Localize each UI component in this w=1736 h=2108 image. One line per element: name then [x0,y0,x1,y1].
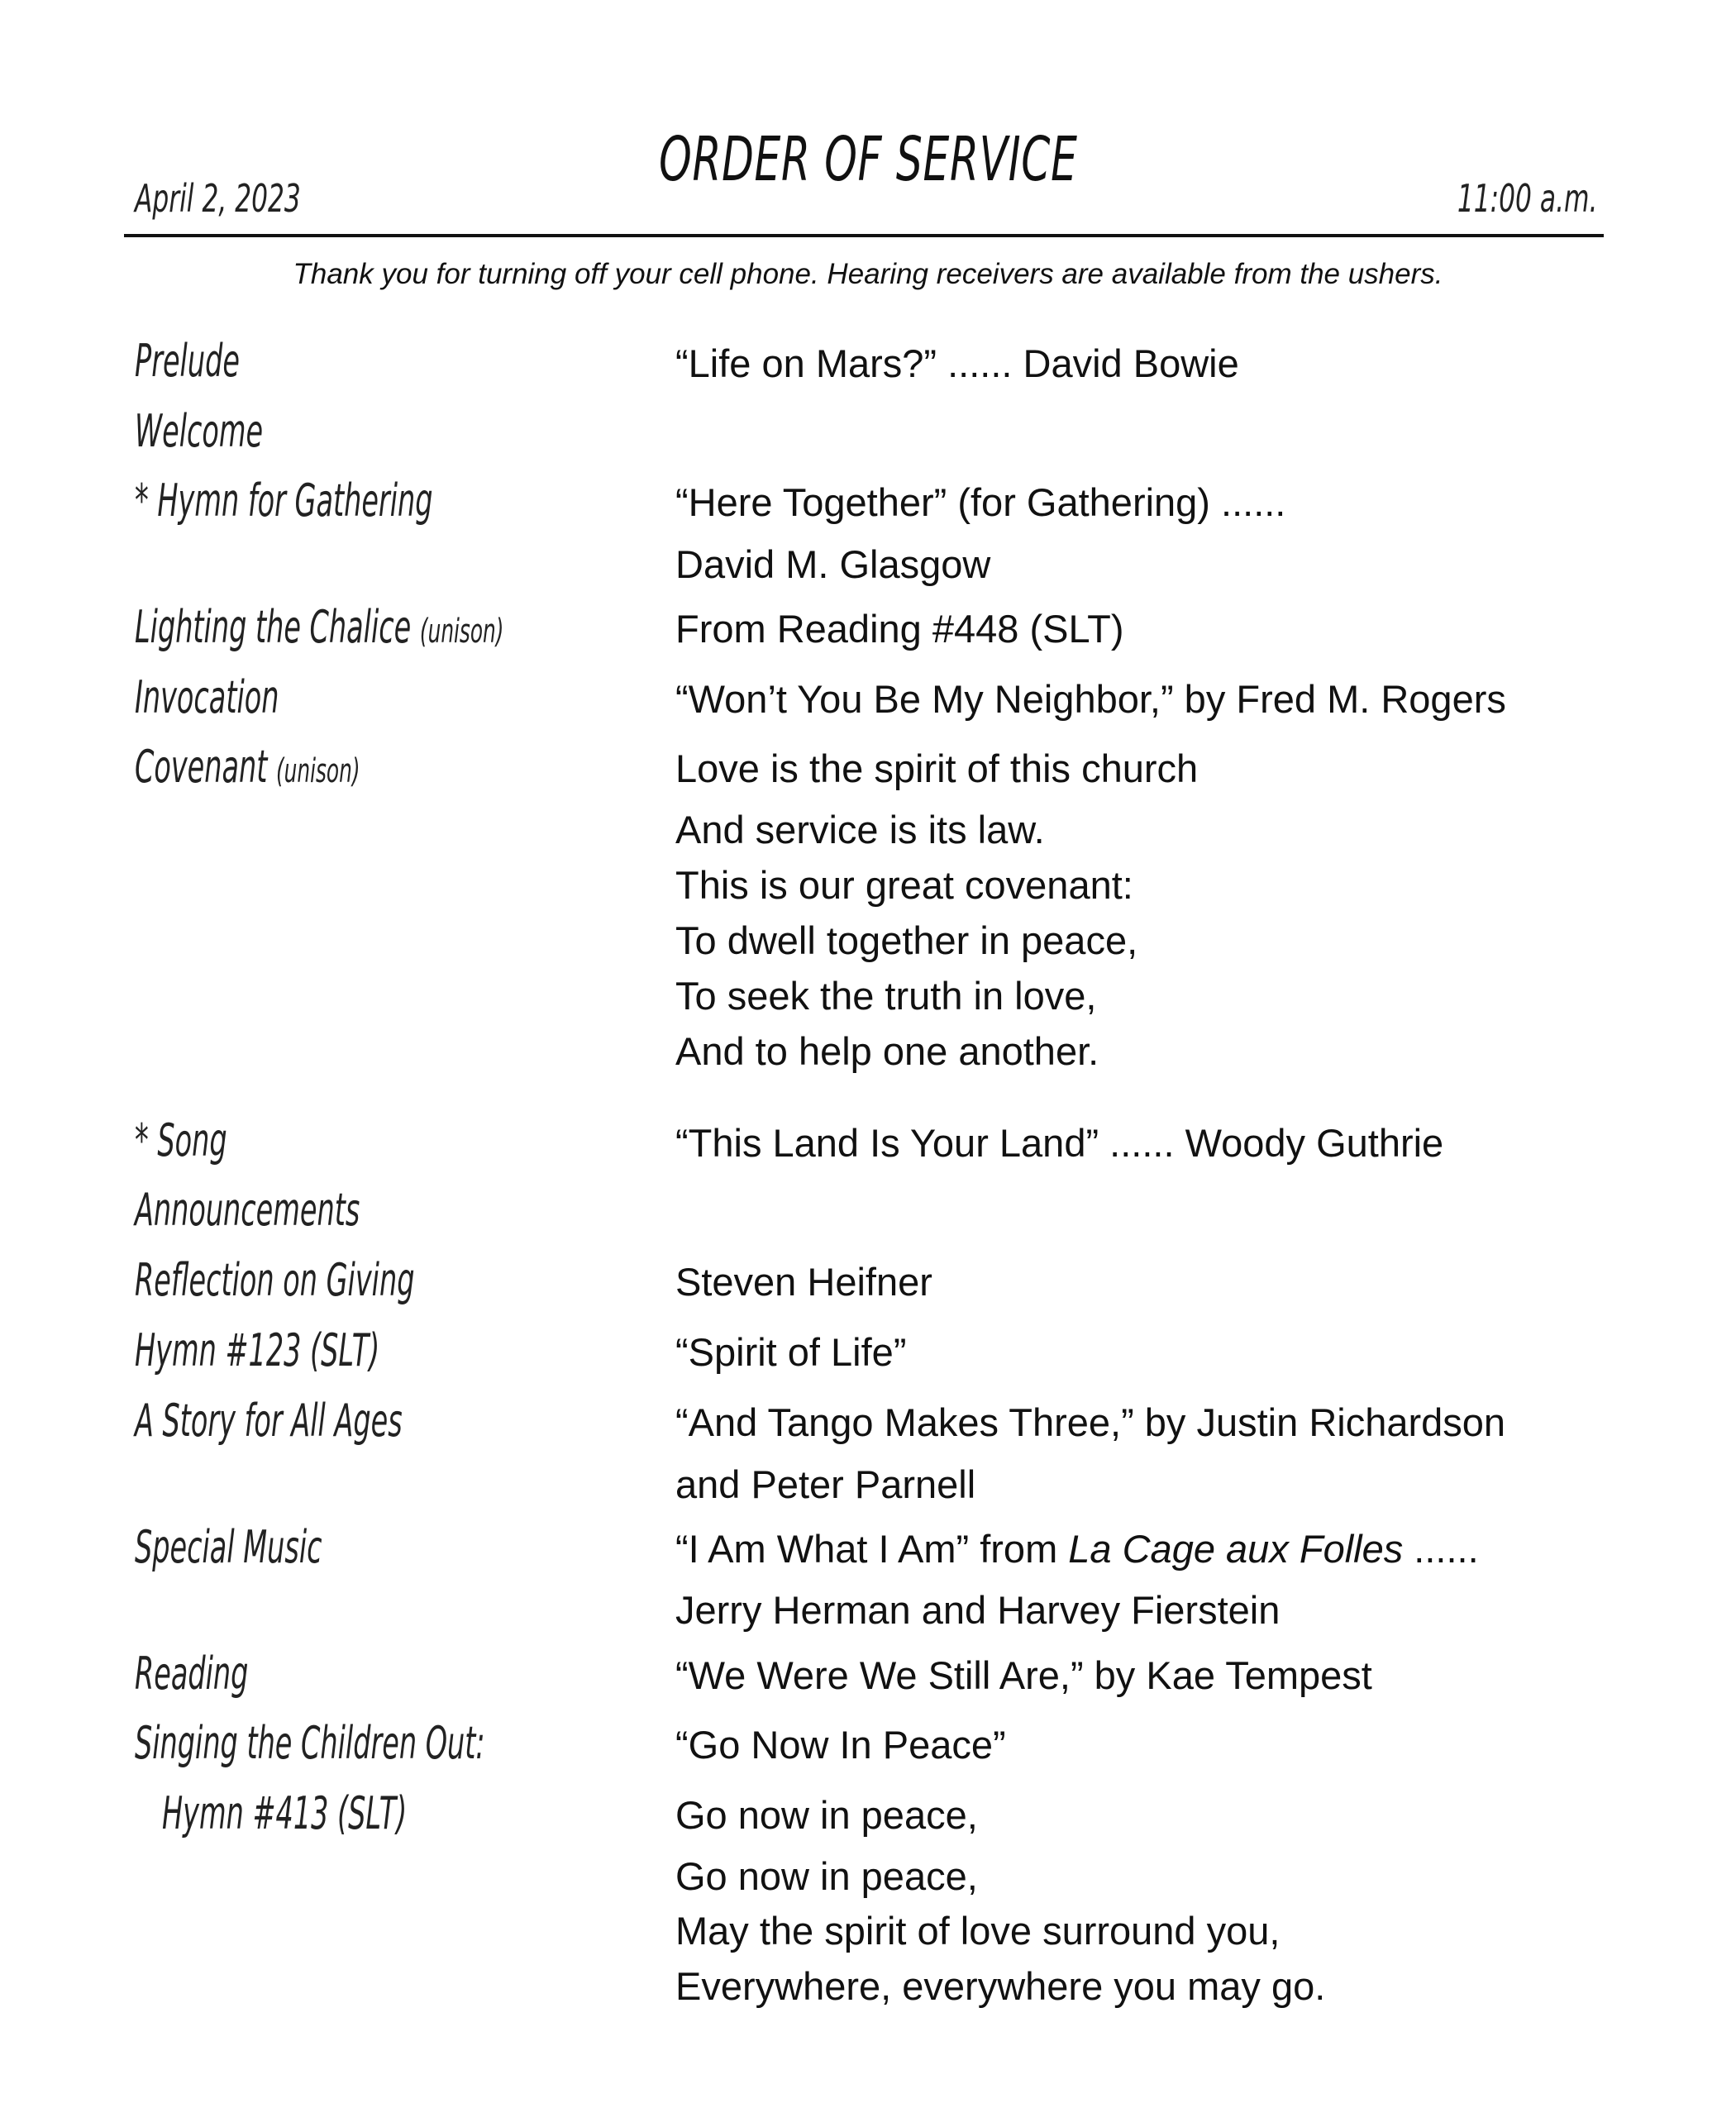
covenant-label: Covenant (unison) [135,741,360,793]
giving-value: Steven Heifner [675,1260,932,1304]
covenant-line: And to help one another. [675,1029,1099,1073]
hymn-413-line: Go now in peace, [675,1854,978,1898]
welcome-label: Welcome [135,405,264,457]
chalice-label: Lighting the Chalice (unison) [135,601,504,653]
hymn-123-value: “Spirit of Life” [675,1330,907,1374]
covenant-line: To dwell together in peace, [675,918,1138,962]
story-label: A Story for All Ages [135,1395,403,1447]
chalice-value: From Reading #448 (SLT) [675,607,1124,651]
invocation-value: “Won’t You Be My Neighbor,” by Fred M. Rogers [675,677,1506,721]
special-music-value: “I Am What I Am” from La Cage aux Folles ...... [675,1527,1479,1571]
reading-label: Reading [135,1648,249,1700]
hymn-413-line: Go now in peace, [675,1793,978,1837]
hymn-413-line: Everywhere, everywhere you may go. [675,1964,1326,2008]
prelude-value: “Life on Mars?” ...... David Bowie [675,341,1239,385]
page-title: ORDER OF SERVICE [658,124,1078,195]
children-out-label: Singing the Children Out: [135,1717,485,1769]
notice-text: Thank you for turning off your cell phone. Hearing receivers are available from the ushers. [293,258,1443,290]
covenant-line: This is our great covenant: [675,863,1133,907]
hymn-gathering-composer: David M. Glasgow [675,542,991,586]
story-value: “And Tango Makes Three,” by Justin Richardson [675,1400,1506,1444]
prelude-label: Prelude [135,335,240,387]
hymn-gathering-value: “Here Together” (for Gathering) ...... [675,480,1286,524]
service-time: 11:00 a.m. [1457,176,1597,221]
special-music-label: Special Music [135,1521,322,1573]
special-music-composers: Jerry Herman and Harvey Fierstein [675,1588,1281,1632]
service-date: April 2, 2023 [135,176,301,221]
reading-value: “We Were We Still Are,” by Kae Tempest [675,1653,1372,1697]
hymn-413-label: Hymn #413 (SLT) [162,1787,408,1839]
covenant-line: And service is its law. [675,808,1045,851]
hymn-413-line: May the spirit of love surround you, [675,1909,1281,1953]
giving-label: Reflection on Giving [135,1254,415,1306]
song-label: * Song [135,1114,227,1166]
story-value-cont: and Peter Parnell [675,1462,976,1506]
announcements-label: Announcements [135,1184,360,1236]
header-divider [124,234,1604,237]
invocation-label: Invocation [135,671,279,723]
hymn-gathering-label: * Hymn for Gathering [135,475,433,527]
covenant-line: Love is the spirit of this church [675,746,1199,790]
song-value: “This Land Is Your Land” ...... Woody Guthrie [675,1121,1444,1165]
hymn-123-label: Hymn #123 (SLT) [135,1324,380,1376]
covenant-line: To seek the truth in love, [675,974,1097,1018]
children-out-value: “Go Now In Peace” [675,1723,1006,1767]
